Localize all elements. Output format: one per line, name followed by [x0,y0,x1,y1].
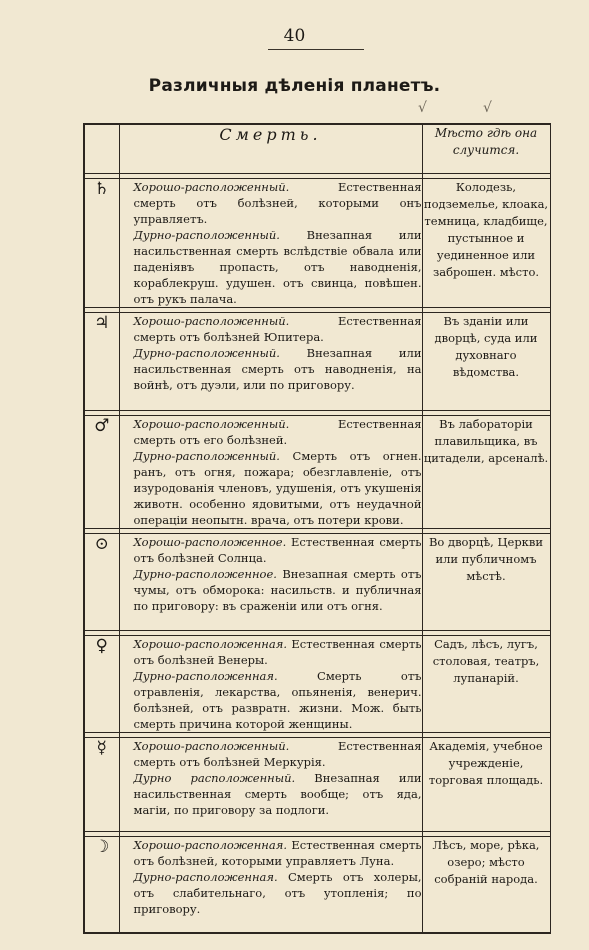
bad-position-label: Дурно-расположенная. [133,870,278,884]
planet-symbol: ☽ [84,837,119,933]
check-mark: √ [418,100,427,116]
good-position-paragraph [120,313,422,345]
bad-position-paragraph [120,448,422,528]
bad-position-paragraph [120,566,422,614]
bad-position-paragraph [120,345,422,393]
good-position-label: Хорошо-расположенный. [133,739,290,753]
top-rule [268,49,364,50]
death-place: Колодезь, подземелье, клоака, темница, кладбище, пустынное и уединенное или заброшен. мѣсто. [422,179,550,308]
planet-symbol: ♄ [84,179,119,308]
death-place: Академія, учебное учрежденіе, торговая площадь. [422,738,550,832]
good-position-paragraph [120,636,422,668]
bad-position-label: Дурно-расположенное. [133,567,277,581]
death-place: Во дворцѣ, Церкви или публичномъ мѣстѣ. [422,534,550,631]
good-position-text: Естественная смерть отъ болѣзней Меркурія. [133,739,422,769]
death-description [119,416,422,529]
good-position-text: Естественная смерть отъ болѣзней Юпитера. [133,314,422,344]
death-description [119,313,422,411]
good-position-paragraph [120,534,422,566]
table-row [84,534,550,631]
bad-position-paragraph [120,668,422,732]
bad-position-text: Внезапная смерть отъ чумы, отъ обморока: насильств. и публичная по приговору: въ сраженіи или отъ огня. [133,567,422,613]
good-position-label: Хорошо-расположенный. [133,180,290,194]
check-mark: √ [483,100,492,116]
death-description [119,179,422,308]
good-position-paragraph [120,837,422,869]
bad-position-text: Внезапная или насильственная смерть вообще; отъ яда, магіи, по приговору за подлоги. [133,771,422,817]
bad-position-text: Внезапная или насильственная смерть вслѣдствіе обвала или паденіявъ пропасть, отъ наводненія, кораблекруш. удушен. отъ свинца, повѣшен. отъ рукъ палача. [133,228,422,306]
bad-position-label: Дурно-расположенный. [133,449,280,463]
planet-symbol: ♀ [84,636,119,733]
bad-position-text: Смерть отъ отравленія, лекарства, опьяненія, венерич. болѣзней, отъ развратн. жизни. Мож. быть смерть причина которой женщины. [133,669,422,731]
header-place: Мѣсто гдѣ она случится. [422,124,550,174]
bad-position-text: Смерть отъ огнен. ранъ, отъ огня, пожара; обезглавленіе, отъ изуродованія членовъ, удушенія, отъ укушенія животн. особенно ядовитыми, отъ неудачной операціи неопытн. врача, отъ потери крови. [133,449,422,527]
death-description [119,636,422,733]
page-number: 40 [283,26,306,46]
death-place: Въ зданіи или дворцѣ, суда или духовнаго вѣдомства. [422,313,550,411]
good-position-text: Естественная смерть отъ болѣзней, которыми онъ управляетъ. [133,180,422,226]
good-position-label: Хорошо-расположенный. [133,314,290,328]
planets-death-table [83,123,551,934]
good-position-text: Естественная смерть отъ болѣзней Венеры. [133,637,422,667]
death-place: Лѣсъ, море, рѣка, озеро; мѣсто собраній народа. [422,837,550,933]
good-position-paragraph [120,416,422,448]
table-row [84,313,550,411]
table-row [84,179,550,308]
good-position-text: Естественная смерть отъ его болѣзней. [133,417,422,447]
good-position-text: Естественная смерть отъ болѣзней Солнца. [133,535,422,565]
good-position-label: Хорошо-расположенная. [133,838,287,852]
bad-position-label: Дурно-расположенный. [133,346,280,360]
header-death: Смерть. [119,124,422,174]
planet-symbol: ⊙ [84,534,119,631]
bad-position-label: Дурно-расположенный. [133,228,280,242]
death-description [119,738,422,832]
death-description [119,534,422,631]
table-row [84,738,550,832]
planet-symbol: ♂ [84,416,119,529]
bad-position-label: Дурно-расположенная. [133,669,278,683]
planet-symbol: ♃ [84,313,119,411]
good-position-paragraph [120,738,422,770]
bad-position-paragraph [120,770,422,818]
bad-position-label: Дурно расположенный. [133,771,296,785]
good-position-label: Хорошо-расположенное. [133,535,287,549]
death-place: Въ лабораторіи плавильщика, въ цитадели, арсеналѣ. [422,416,550,529]
bad-position-text: Смерть отъ холеры, отъ слабительнаго, отъ утопленія; по приговору. [133,870,422,916]
table-row [84,837,550,933]
good-position-label: Хорошо-расположенный. [133,417,290,431]
good-position-label: Хорошо-расположенная. [133,637,287,651]
death-place: Садъ, лѣсъ, лугъ, столовая, театръ, лупанарій. [422,636,550,733]
bad-position-paragraph [120,869,422,917]
bad-position-text: Внезапная или насильственная смерть отъ наводненія, на войнѣ, отъ дуэли, или по приговору. [133,346,422,392]
table-row [84,636,550,733]
bad-position-paragraph [120,227,422,307]
planet-symbol: ☿ [84,738,119,832]
good-position-paragraph [120,179,422,227]
death-description [119,837,422,933]
good-position-text: Естественная смерть отъ болѣзней, которыми управляетъ Луна. [133,838,422,868]
page-title: Различныя дѣленія планетъ. [148,76,441,96]
table-row [84,416,550,529]
header-symbol-cell [84,124,119,174]
